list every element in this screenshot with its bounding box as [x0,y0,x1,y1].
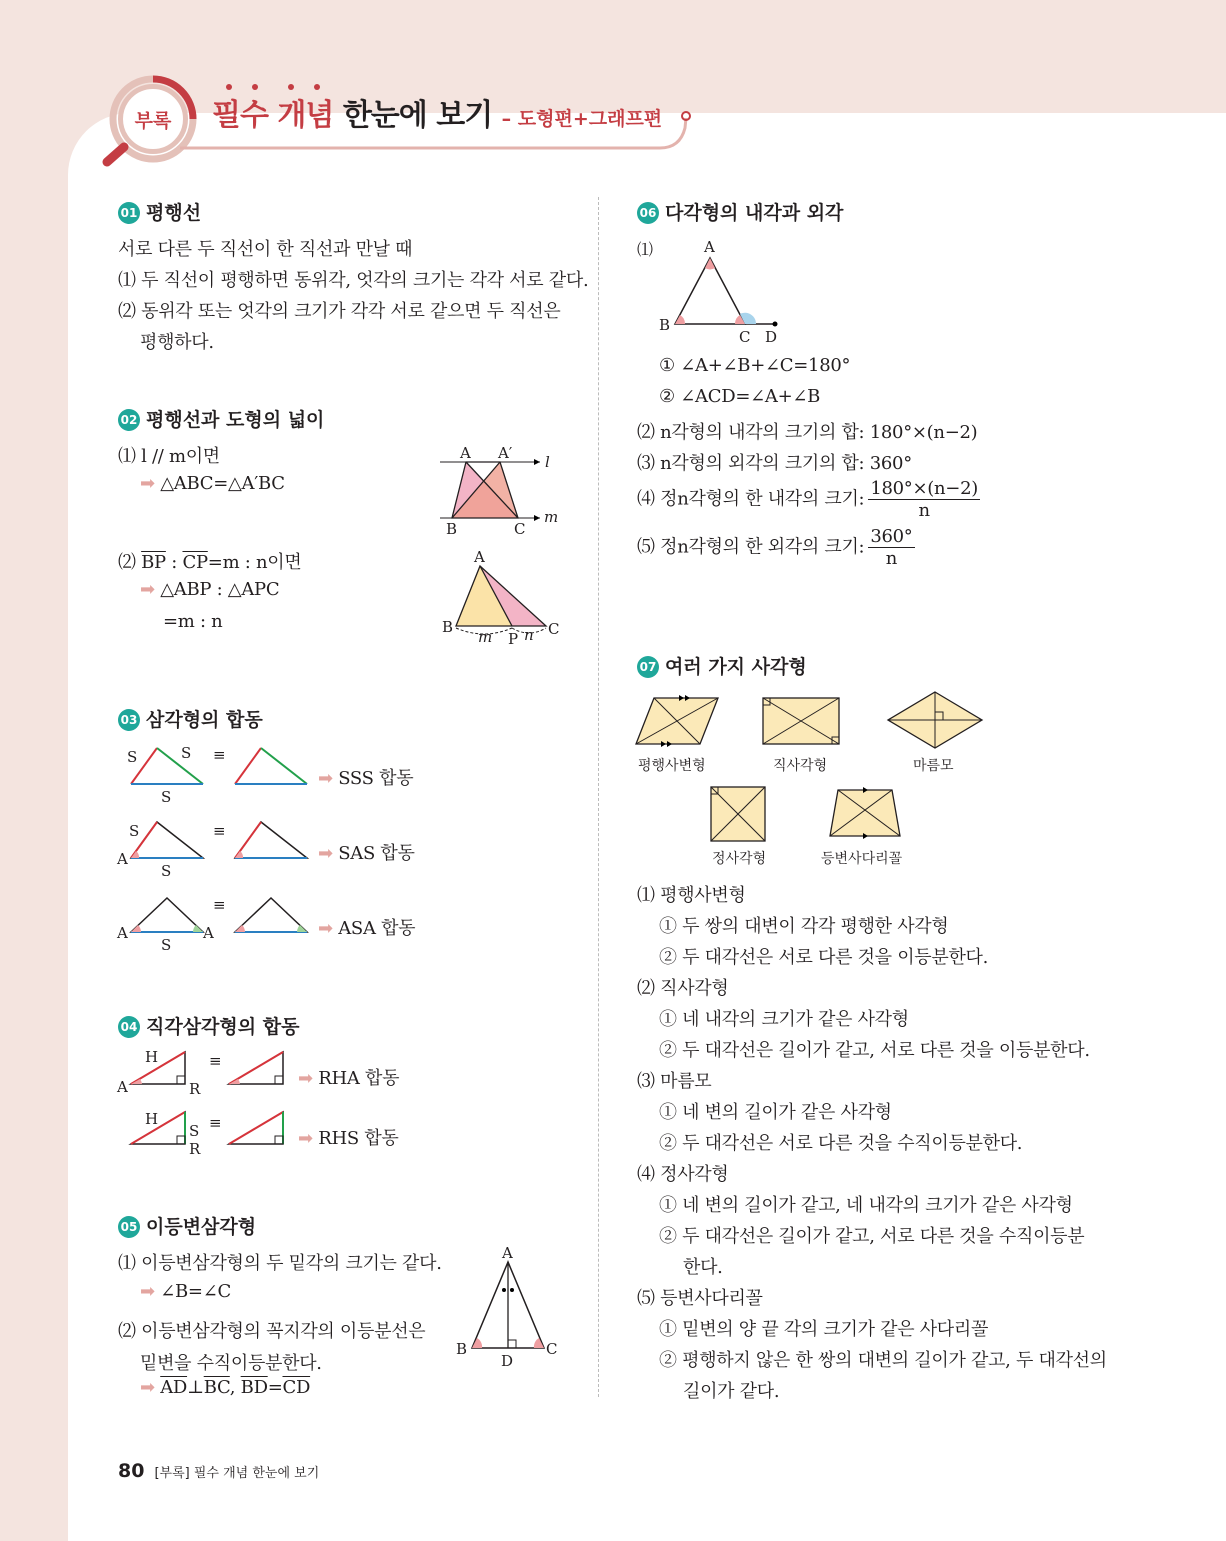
arrow-icon: ➡ [140,1377,155,1398]
svg-text:B: B [659,316,671,334]
item-label: ⑴ [637,240,653,259]
text-line: ⑸ 정n각형의 한 외각의 크기: $\frac{360^\circ}{n}$ [637,526,913,569]
svg-text:A′: A′ [498,444,513,462]
arrow-icon: ➡ [140,1281,155,1302]
svg-text:D: D [501,1352,514,1370]
congruence-rule: ➡ SSS 합동 [318,768,414,789]
text-line: ⑴ 두 직선이 평행하면 동위각, 엇각의 크기는 각각 서로 같다. [118,270,589,291]
parallelogram-figure [636,696,720,748]
text-line: ⑵ $\overline{BP}$ : $\overline{CP}=m$ : n이면 [118,552,302,573]
svg-text:R: R [189,1080,201,1098]
svg-text:A: A [117,850,128,868]
svg-text:S: S [189,1122,200,1140]
parallel-area-figure [440,440,570,540]
isosceles-trapezoid-figure [828,788,902,840]
congruence-rule: ➡ SAS 합동 [318,843,415,864]
text-line: ① ∠A+∠B+∠C=180° [659,355,851,376]
svg-text:S: S [127,748,138,766]
text-line: 서로 다른 두 직선이 한 직선과 만날 때 [118,239,413,260]
section-heading-01: 01 평행선 [118,198,201,225]
rhs-figure [115,1106,305,1162]
congruence-rule: ➡ RHA 합동 [298,1068,400,1089]
svg-text:A: A [704,238,715,256]
text-line: ② 두 대각선은 서로 다른 것을 수직이등분한다. [659,1133,1023,1154]
congruence-rule: ➡ RHS 합동 [298,1128,399,1149]
page-footer [118,1460,319,1482]
svg-text:S: S [129,822,140,840]
page-number: 80 [118,1460,145,1482]
text-line: ① 네 내각의 크기가 같은 사각형 [659,1009,909,1030]
shape-caption: 마름모 [913,758,954,774]
svg-text:R: R [189,1140,201,1158]
text-line: =m : n [163,611,223,632]
section-heading-05: 05 이등변삼각형 [118,1212,256,1239]
text-line: ② 두 대각선은 길이가 같고, 서로 다른 것을 이등분한다. [659,1040,1090,1061]
svg-text:A: A [117,1078,128,1096]
svg-text:S: S [161,788,172,806]
shape-caption: 등변사다리꼴 [821,851,903,867]
arrow-icon: ➡ [140,473,155,494]
svg-text:A: A [117,924,128,942]
svg-text:≡: ≡ [213,822,226,840]
svg-text:D: D [765,328,778,346]
rhombus-figure [886,690,984,750]
text-line: 평행하다. [140,332,214,353]
text-line: ➡ ∠B=∠C [140,1281,231,1302]
section-heading-07: 07 여러 가지 사각형 [637,652,807,679]
text-line: ⑷ 정n각형의 한 내각의 크기: $\frac{180^\circ\times(n-2)}{n}$ [637,478,978,521]
text-line: ⑴ 평행사변형 [637,885,746,906]
triangle-ratio-figure [440,548,570,648]
svg-text:≡: ≡ [209,1052,222,1070]
svg-text:S: S [181,744,192,762]
exterior-angle-figure [655,236,795,344]
text-line: 밑변을 수직이등분한다. [140,1353,322,1374]
svg-text:P: P [508,630,519,648]
svg-text:m: m [544,508,559,526]
svg-text:B: B [446,520,458,538]
text-line: 길이가 같다. [683,1381,780,1402]
svg-text:A: A [460,444,471,462]
svg-text:B: B [456,1340,468,1358]
arrow-icon: ➡ [140,579,155,600]
text-line: ➡ △ABC=△A′BC [140,473,285,494]
svg-text:≡: ≡ [213,896,226,914]
svg-text:H: H [145,1048,159,1066]
svg-text:S: S [161,936,172,954]
text-line: ② 두 대각선은 길이가 같고, 서로 다른 것을 수직이등분 [659,1226,1085,1247]
svg-text:B: B [442,618,454,636]
svg-text:C: C [548,620,560,638]
section-heading-04: 04 직각삼각형의 합동 [118,1012,299,1039]
rha-figure [115,1046,305,1102]
svg-text:m: m [478,628,493,646]
text-line: ⑵ 이등변삼각형의 꼭지각의 이등분선은 [118,1321,426,1342]
text-line: ⑵ 동위각 또는 엇각의 크기가 각각 서로 같으면 두 직선은 [118,301,561,322]
svg-text:A: A [203,924,214,942]
footer-text: [부록] 필수 개념 한눈에 보기 [154,1466,320,1481]
square-figure [710,786,768,842]
arrow-icon: ➡ [298,1128,313,1149]
svg-text:C: C [514,520,526,538]
congruence-rule: ➡ ASA 합동 [318,918,416,939]
svg-text:≡: ≡ [209,1114,222,1132]
text-line: ② ∠ACD=∠A+∠B [659,386,821,407]
shape-caption: 직사각형 [773,758,828,774]
page-title: 필수 개념 한눈에 보기 – 도형편+그래프편 [212,98,663,133]
svg-text:C: C [739,328,751,346]
arrow-icon: ➡ [318,768,333,789]
svg-text:≡: ≡ [213,746,226,764]
text-line: ② 평행하지 않은 한 쌍의 대변의 길이가 같고, 두 대각선의 [659,1350,1107,1371]
text-line: ⑶ n각형의 외각의 크기의 합: 360° [637,453,912,474]
arrow-icon: ➡ [318,843,333,864]
svg-text:H: H [145,1110,159,1128]
text-line: ⑵ 직사각형 [637,978,729,999]
text-line: ⑸ 등변사다리꼴 [637,1288,763,1309]
text-line: ② 두 대각선은 서로 다른 것을 이등분한다. [659,947,989,968]
text-line: ⑵ n각형의 내각의 크기의 합: 180°×(n−2) [637,422,978,443]
text-line: ① 두 쌍의 대변이 각각 평행한 사각형 [659,916,949,937]
shape-caption: 정사각형 [712,851,767,867]
text-line: ➡ $\overline{AD}\perp\overline{BC}$, $\overline{BD}=\overline{CD}$ [140,1377,311,1398]
shape-caption: 평행사변형 [638,758,706,774]
sss-figure [115,740,315,808]
text-line: ⑴ 이등변삼각형의 두 밑각의 크기는 같다. [118,1253,442,1274]
svg-text:A: A [474,548,485,566]
text-line: 한다. [683,1257,723,1278]
appendix-badge: 부록 [118,84,188,154]
svg-text:l: l [545,453,550,471]
section-heading-06: 06 다각형의 내각과 외각 [637,198,843,225]
section-heading-02: 02 평행선과 도형의 넓이 [118,405,324,432]
section-heading-03: 03 삼각형의 합동 [118,705,263,732]
rectangle-figure [762,696,842,748]
text-line: ① 네 변의 길이가 같고, 네 내각의 크기가 같은 사각형 [659,1195,1073,1216]
svg-text:S: S [161,862,172,880]
text-line: ⑴ l // m이면 [118,446,220,467]
title-underline [180,108,700,153]
text-line: ➡ △ABP : △APC [140,579,280,600]
svg-text:C: C [546,1340,558,1358]
text-line: ⑷ 정사각형 [637,1164,729,1185]
sas-figure [115,816,315,882]
svg-text:A: A [502,1244,513,1262]
isosceles-figure [452,1244,562,1370]
text-line: ① 밑변의 양 끝 각의 크기가 같은 사다리꼴 [659,1319,989,1340]
text-line: ① 네 변의 길이가 같은 사각형 [659,1102,892,1123]
svg-text:n: n [524,626,534,644]
text-line: ⑶ 마름모 [637,1071,712,1092]
arrow-icon: ➡ [318,918,333,939]
arrow-icon: ➡ [298,1068,313,1089]
asa-figure [115,890,315,956]
column-divider [598,197,599,1397]
